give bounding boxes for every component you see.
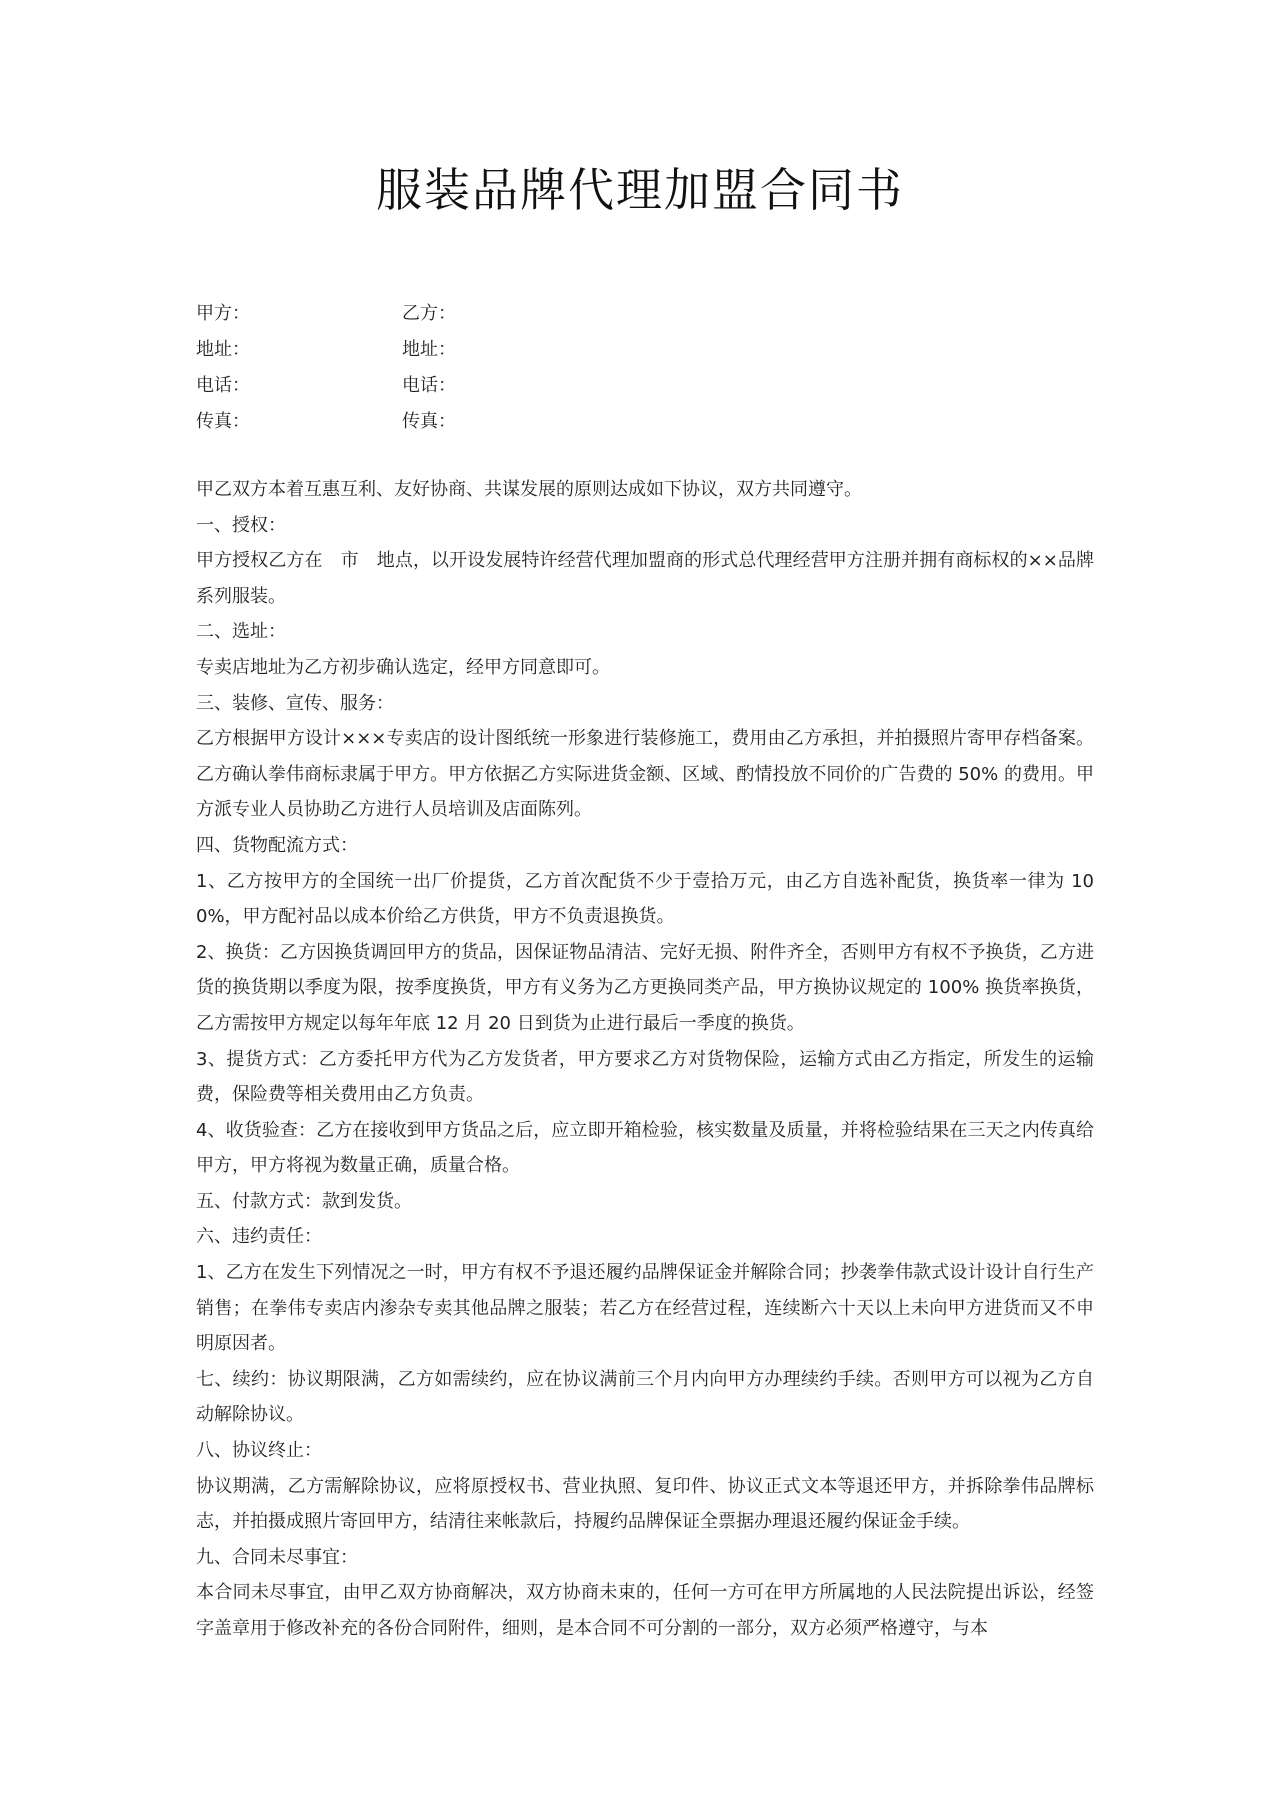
contract-body — [196, 472, 1094, 1647]
party-a-name-label: 甲方： — [196, 303, 250, 324]
intro-paragraph: 甲乙双方本着互惠互利、友好协商、共谋发展的原则达成如下协议，双方共同遵守。 — [196, 479, 862, 500]
clause-text: 3、提货方式：乙方委托甲方代为乙方发货者，甲方要求乙方对货物保险，运输方式由乙方指定，所发生的运输费，保险费等相关费用由乙方负责。 — [196, 1048, 1094, 1106]
section-heading-location: 二、选址： — [196, 621, 286, 643]
clause-text: 1、乙方按甲方的全国统一出厂价提货，乙方首次配货不少于壹拾万元，由乙方自选补配货，换货率一律为 100%，甲方配衬品以成本价给乙方供货，甲方不负责退换货。 — [196, 870, 1094, 928]
clause-text: 乙方根据甲方设计×××专卖店的设计图纸统一形象进行装修施工，费用由乙方承担，并拍摄照片寄甲存档备案。乙方确认拳伟商标隶属于甲方。甲方依据乙方实际进货金额、区域、酌情投放不同价的广告费的 50% 的费用。甲方派专业人员协助乙方进行人员培训及店面陈列。 — [196, 728, 1094, 821]
clause-text: 2、换货：乙方因换货调回甲方的货品，因保证物品清洁、完好无损、附件齐全，否则甲方有权不予换货，乙方进货的换货期以季度为限，按季度换货，甲方有义务为乙方更换同类产品，甲方换协议规定的 100% 换货率换货，乙方需按甲方规定以每年年底 12 月 20 日到货为止进行最后一季度的换货。 — [196, 941, 1094, 1034]
section-heading-decoration: 三、装修、宣传、服务： — [196, 692, 394, 714]
clause-text: 4、收货验查：乙方在接收到甲方货品之后，应立即开箱检验，核实数量及质量，并将检验结果在三天之内传真给甲方，甲方将视为数量正确，质量合格。 — [196, 1119, 1094, 1177]
clause-text: 甲方授权乙方在 市 地点，以开设发展特许经营代理加盟商的形式总代理经营甲方注册并拥有商标权的××品牌系列服装。 — [196, 550, 1094, 607]
party-a-address-label: 地址： — [196, 339, 250, 360]
party-b-fax-label: 传真： — [402, 411, 456, 432]
party-info-block — [196, 296, 1096, 440]
party-row-name — [196, 296, 1096, 332]
page-title: 服装品牌代理加盟合同书 — [376, 163, 904, 217]
clause-text: 1、乙方在发生下列情况之一时，甲方有权不予退还履约品牌保证金并解除合同；抄袭拳伟款式设计设计自行生产销售；在拳伟专卖店内渗杂专卖其他品牌之服装；若乙方在经营过程，连续断六十天以上未向甲方进货而又不申明原因者。 — [196, 1262, 1094, 1355]
party-a-phone-label: 电话： — [196, 375, 250, 396]
section-heading-authorization: 一、授权： — [196, 514, 286, 536]
party-b-phone-label: 电话： — [402, 375, 456, 396]
clause-text: 本合同未尽事宜，由甲乙双方协商解决，双方协商未束的，任何一方可在甲方所属地的人民法院提出诉讼，经签字盖章用于修改补充的各份合同附件，细则，是本合同不可分割的一部分，双方必须严格遵守，与本 — [196, 1582, 1094, 1639]
party-a-fax-label: 传真： — [196, 411, 250, 432]
party-row-fax — [196, 404, 1096, 440]
clause-text: 专卖店地址为乙方初步确认选定，经甲方同意即可。 — [196, 656, 610, 678]
party-b-address-label: 地址： — [402, 339, 456, 360]
section-heading-renewal: 七、续约：协议期限满，乙方如需续约，应在协议满前三个月内向甲方办理续约手续。否则甲方可以视为乙方自动解除协议。 — [196, 1368, 1094, 1426]
section-heading-termination: 八、协议终止： — [196, 1440, 322, 1462]
section-heading-payment: 五、付款方式：款到发货。 — [196, 1190, 412, 1212]
party-row-address — [196, 332, 1096, 368]
party-row-phone — [196, 368, 1096, 404]
party-b-name-label: 乙方： — [402, 303, 456, 324]
section-heading-liability: 六、违约责任： — [196, 1226, 322, 1248]
clause-text: 协议期满，乙方需解除协议，应将原授权书、营业执照、复印件、协议正式文本等退还甲方，并拆除拳伟品牌标志，并拍摄成照片寄回甲方，结清往来帐款后，持履约品牌保证全票据办理退还履约保证金手续。 — [196, 1475, 1094, 1533]
section-heading-distribution: 四、货物配流方式： — [196, 834, 358, 856]
section-heading-other: 九、合同未尽事宜： — [196, 1546, 358, 1568]
